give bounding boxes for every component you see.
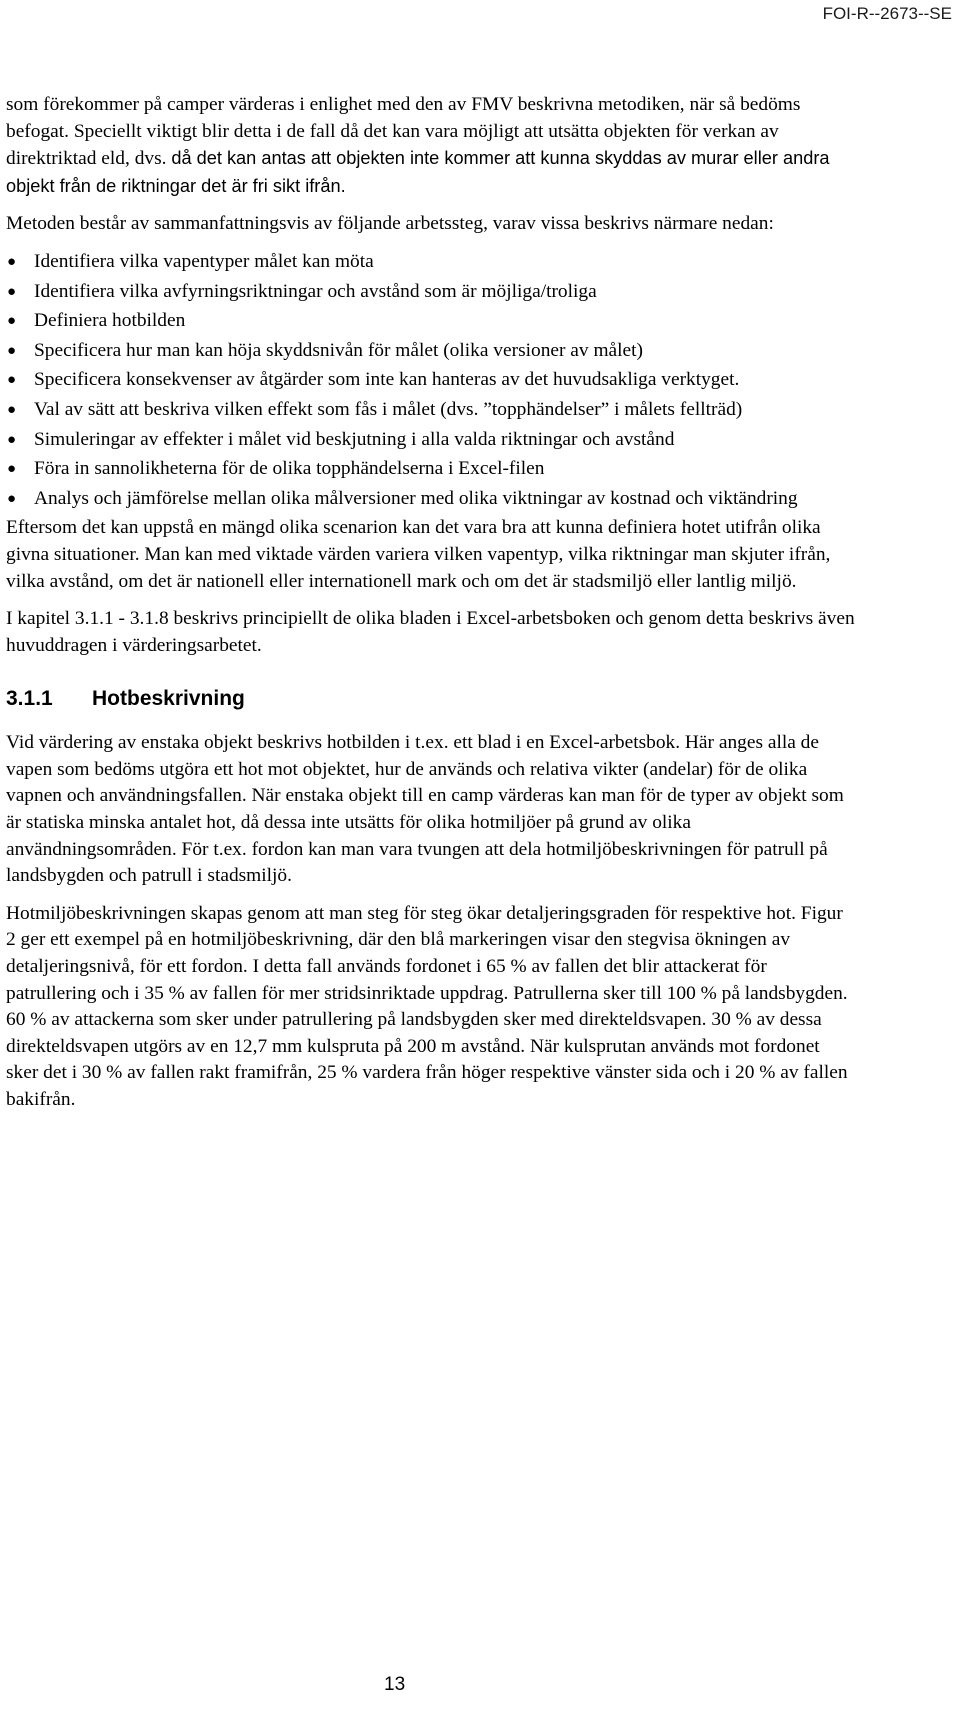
bullet-icon: ● xyxy=(7,313,17,330)
list-item-text: Simuleringar av effekter i målet vid beskjutning i alla valda riktningar och avstånd xyxy=(34,428,675,450)
list-item xyxy=(6,249,856,276)
list-item xyxy=(6,279,856,306)
section-title: Hotbeskrivning xyxy=(92,687,245,711)
method-intro-paragraph: Metoden består av sammanfattningsvis av följande arbetssteg, varav vissa beskrivs närmare nedan: xyxy=(6,213,774,235)
bullet-icon: ● xyxy=(7,490,17,507)
bullet-icon: ● xyxy=(7,431,17,448)
bullet-icon: ● xyxy=(7,253,17,270)
list-item-text: Val av sätt att beskriva vilken effekt som fås i målet (dvs. ”topphändelser” i målets fellträd) xyxy=(34,398,743,420)
bullet-icon: ● xyxy=(7,372,17,389)
document-id: FOI-R--2673--SE xyxy=(822,4,952,23)
bullet-icon: ● xyxy=(7,283,17,300)
section-heading xyxy=(6,685,856,713)
section-paragraph-1: Vid värdering av enstaka objekt beskrivs hotbilden i t.ex. ett blad i en Excel-arbetsbok. Här anges alla de vapen som bedöms utgöra ett hot mot objektet, hur de används och relativa vikter (andelar) för de olika vapnen och användningsfallen. När enstaka objekt till en camp värderas kan man för de typer av objekt som är statiska minska antalet hot, då dessa inte utsätts för olika hotmiljöer på grund av olika användningsområden. För t.ex. fordon kan man vara tvungen att dela hotmiljöbeskrivningen för patrull på landsbygden och patrull i stadsmiljö. xyxy=(6,732,844,887)
method-steps-list xyxy=(6,249,856,512)
list-item xyxy=(6,486,856,513)
list-item-text: Specificera hur man kan höja skyddsnivån för målet (olika versioner av målet) xyxy=(34,339,643,361)
list-item-text: Identifiera vilka avfyrningsriktningar och avstånd som är möjliga/troliga xyxy=(34,280,597,302)
list-item-text: Analys och jämförelse mellan olika målversioner med olika viktningar av kostnad och viktändring xyxy=(34,487,798,509)
bullet-icon: ● xyxy=(7,342,17,359)
list-item-text: Föra in sannolikheterna för de olika topphändelserna i Excel-filen xyxy=(34,458,545,480)
intro-paragraph xyxy=(6,92,856,200)
list-item xyxy=(6,338,856,365)
page-number: 13 xyxy=(384,1674,406,1695)
list-item xyxy=(6,456,856,483)
section-paragraph-2: Hotmiljöbeskrivningen skapas genom att man steg för steg ökar detaljeringsgraden för respektive hot. Figur 2 ger ett exempel på en hotmiljöbeskrivning, där den blå markeringen visar den stegvisa ökningen av detaljeringsnivå, för ett fordon. I detta fall används fordonet i 65 % av fallen det blir attackerat för patrullering och i 35 % av fallen för mer stridsinriktade uppdrag. Patrullerna sker till 100 % på landsbygden. 60 % av attackerna som sker under patrullering på landsbygden sker med direkteldsvapen. 30 % av dessa direkteldsvapen utgörs av en 12,7 mm kulspruta på 200 m avstånd. När kulsprutan används mot fordonet sker det i 30 % av fallen rakt framifrån, 25 % vardera från höger respektive vänster sida och i 20 % av fallen bakifrån. xyxy=(6,902,848,1110)
scenario-paragraph: Eftersom det kan uppstå en mängd olika scenarion kan det vara bra att kunna definiera hotet utifrån olika givna situationer. Man kan med viktade värden variera vilken vapentyp, vilka riktningar man skjuter ifrån, vilka avstånd, om det är nationell eller internationell mark och om det är stadsmiljö eller lantlig miljö. xyxy=(6,517,831,592)
page-content xyxy=(6,92,856,1125)
section-number: 3.1.1 xyxy=(6,687,53,711)
list-item xyxy=(6,308,856,335)
list-item xyxy=(6,427,856,454)
list-item-text: Definiera hotbilden xyxy=(34,310,186,332)
intro-sans-text: då det kan antas att objekten inte kommer att kunna skyddas av murar eller andra objekt från de riktningar det är fri sikt ifrån. xyxy=(6,148,830,196)
list-item xyxy=(6,367,856,394)
list-item-text: Specificera konsekvenser av åtgärder som inte kan hanteras av det huvudsakliga verktyget. xyxy=(34,369,740,391)
chapter-reference-paragraph: I kapitel 3.1.1 - 3.1.8 beskrivs principiellt de olika bladen i Excel-arbetsboken och genom detta beskrivs även huvuddragen i värderingsarbetet. xyxy=(6,608,855,656)
intro-serif-text: som förekommer på camper värderas i enlighet med den av FMV beskrivna metodiken, när så bedöms befogat. Speciellt viktigt blir detta i de fall då det kan vara möjligt att utsätta objekten för verkan av direktriktad eld, dvs. xyxy=(6,94,801,170)
list-item-text: Identifiera vilka vapentyper målet kan möta xyxy=(34,250,374,272)
bullet-icon: ● xyxy=(7,461,17,478)
bullet-icon: ● xyxy=(7,401,17,418)
list-item xyxy=(6,397,856,424)
